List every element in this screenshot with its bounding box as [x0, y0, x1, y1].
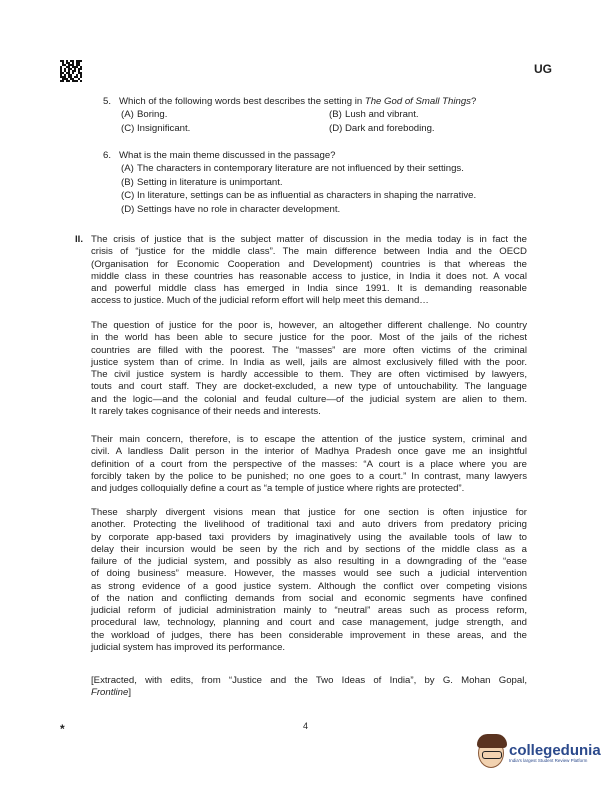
qr-code [60, 60, 82, 82]
passage-line: middle class in these countries has reasonable access to justice, in India it does not. A vocal [91, 270, 527, 282]
passage-line: in the world has been able to secure justice for the poor. Most of the jails of the richest [91, 332, 527, 344]
passage-line: crisis of “justice for the middle class”. The main difference between India and the OECD [91, 246, 527, 258]
option-a: (A) Boring. [121, 109, 168, 121]
passage-line: as strong evidence of a good justice system. Although the conflict over competing visions [91, 580, 527, 592]
passage-line: forcibly taken by the police to be punished; no one goes to a court.” In contrast, many lawyers [91, 470, 527, 482]
star-mark: * [60, 722, 65, 736]
passage-paragraph-3 [91, 434, 527, 495]
passage-line: It rarely takes cognisance of their needs and interests. [91, 405, 321, 417]
passage-line: (Organisation for Economic Cooperation and Development) countries is that whereas the [91, 258, 527, 270]
passage-line: procedural law, technology, planning and court and case management, judge strength, and [91, 617, 527, 629]
passage-line: justice system than of crime. In India as well, jails are almost exclusively filled with the poor. [91, 356, 527, 368]
passage-line: judicial system has improved its performance. [91, 641, 286, 653]
passage-line: The crisis of justice that is the subject matter of discussion in the media today is in fact the [91, 234, 527, 245]
option-c: (C) Insignificant. [121, 122, 191, 134]
passage-line: delay their incursion would be seen by the rich and by sections of the middle class as a [91, 543, 527, 555]
passage-line: and the logic—and the colonial and feudal culture—of the judicial system are alien to them. [91, 393, 527, 405]
page-number: 4 [303, 721, 309, 731]
passage-line: Their main concern, therefore, is to escape the attention of the justice system, criminal and [91, 434, 527, 445]
question-5 [103, 95, 543, 135]
passage-line: touts and court staff. They are docket-excluded, a new type of untouchability. The language [91, 381, 527, 393]
passage-line: countries are filled with the poorest. The “masses” are more often victims of the criminal [91, 344, 527, 356]
passage-line: access to justice. Much of the judicial reform effort will help meet this demand… [91, 295, 429, 307]
passage-line: the workload of judges, there has been considerable improvement in these areas, and the [91, 629, 527, 641]
passage-line: and powerful middle class has emerged in India since 1991. It is demanding reasonable [91, 283, 527, 294]
passage-line: and judges colloquially define a court as “a temple of justice where rights are protected”. [91, 483, 465, 494]
question-6 [103, 149, 543, 216]
passage-paragraph-1 [91, 234, 527, 308]
passage-numeral: II. [75, 234, 83, 245]
option-b: (B) Setting in literature is unimportant. [121, 176, 283, 188]
passage-line: These sharply divergent visions mean that justice for one section is often injustice for [91, 507, 527, 518]
passage-paragraph-2 [91, 320, 527, 418]
question-number: 5. [103, 96, 112, 107]
passage-line: of the nation and conflicting demands from social and economic segments have confined [91, 592, 527, 604]
passage-line: another. Protecting the livelihood of traditional taxi and auto drivers from predatory pricing [91, 519, 527, 531]
option-d: (D) Dark and foreboding. [329, 122, 435, 134]
passage-line: by corporate app-based taxi providers by imaginatively using the available tools of law to [91, 531, 527, 543]
mascot-icon [478, 738, 504, 768]
passage-line: The question of justice for the poor is, however, an altogether different challenge. No country [91, 320, 527, 331]
passage-line: of doing business” measure. However, the masses would see such a judicial intervention [91, 568, 527, 580]
passage-line: civil. A landless Dalit person in the interior of Madhya Pradesh once gave me an insightful [91, 446, 527, 458]
question-text: What is the main theme discussed in the passage? [119, 150, 336, 161]
option-d: (D) Settings have no role in character development. [121, 203, 341, 215]
option-a: (A) The characters in contemporary literature are not influenced by their settings. [121, 163, 464, 175]
passage-line: definition of a court from the perspective of the masses: “A court is a place where you are [91, 458, 527, 470]
collegedunia-logo: collegedunia India's largest Student Review Platform [478, 738, 601, 768]
paper-code: UG [534, 62, 552, 76]
passage-line: failure of the judicial system, and possibly as also resulting in a downgrading of the “ease [91, 556, 527, 567]
option-c: (C) In literature, settings can be as influential as characters in shaping the narrative. [121, 190, 477, 202]
citation: [Extracted, with edits, from “Justice and the Two Ideas of India”, by G. Mohan Gopal, Frontline] [91, 675, 527, 699]
question-text: Which of the following words best describes the setting in The God of Small Things? [119, 96, 477, 107]
passage-paragraph-4 [91, 507, 527, 654]
option-b: (B) Lush and vibrant. [329, 109, 419, 121]
passage-line: The civil justice system is hardly accessible to them. They are often victimised by lawyers, [91, 369, 527, 380]
question-number: 6. [103, 150, 112, 161]
passage-line: judicial reform of judicial administration mainly to “neutral” areas such as process reform, [91, 605, 527, 616]
